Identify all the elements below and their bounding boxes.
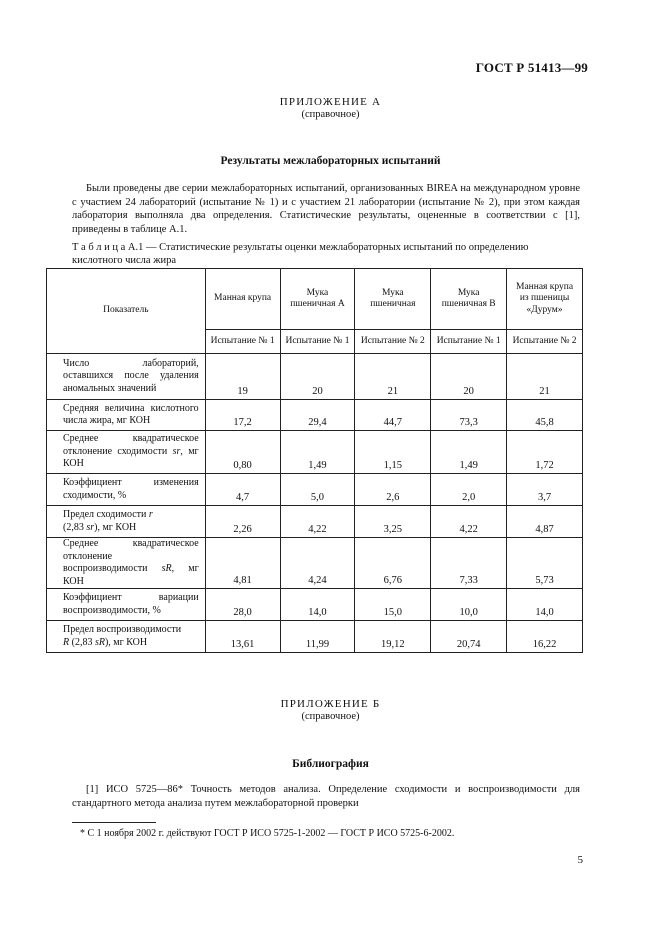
symbol-R: R xyxy=(63,636,70,648)
cell-value: 21 xyxy=(507,354,583,400)
cell-value: 3,25 xyxy=(355,506,431,538)
cell-value: 2,0 xyxy=(431,474,507,506)
cell-value: 4,87 xyxy=(507,506,583,538)
symbol-sr: sr xyxy=(172,445,181,457)
table-row xyxy=(47,589,583,621)
row-label: Число лабораторий, оставшихся после удаления аномальных значений xyxy=(47,354,206,400)
reference-number: [1] xyxy=(86,784,99,795)
cell-value: 20,74 xyxy=(431,621,507,653)
cell-value: 14,0 xyxy=(280,589,355,621)
row-label: Предел воспроизводимости R (2,83 sR), мг КОН xyxy=(47,621,206,653)
cell-value: 5,73 xyxy=(507,538,583,589)
cell-value: 5,0 xyxy=(280,474,355,506)
cell-value: 44,7 xyxy=(355,400,431,431)
cell-value: 4,81 xyxy=(205,538,280,589)
appendix-b-heading: Библиография xyxy=(292,758,369,770)
cell-value: 73,3 xyxy=(431,400,507,431)
cell-value: 21 xyxy=(355,354,431,400)
table-row xyxy=(47,354,583,400)
column-product: Манная крупа из пшеницы «Дурум» xyxy=(507,269,583,330)
symbol-sR: sR xyxy=(161,563,172,574)
cell-value: 14,0 xyxy=(507,589,583,621)
cell-value: 28,0 xyxy=(205,589,280,621)
results-table xyxy=(46,268,583,653)
cell-value: 17,2 xyxy=(205,400,280,431)
column-product: Мука пшеничная А xyxy=(280,269,355,330)
row-label: Средняя величина кислотного числа жира, мг КОН xyxy=(47,400,206,431)
reference-text: ИСО 5725—86* Точность методов анализа. Определение сходимости и воспроизводимости для стандартного метода анализа путем межлабораторной проверки xyxy=(72,784,581,809)
cell-value: 10,0 xyxy=(431,589,507,621)
footnote-divider xyxy=(72,822,156,823)
column-test: Испытание № 2 xyxy=(355,330,431,354)
table-caption: Т а б л и ц а А.1 — Статистические результаты оценки межлабораторных испытаний по определению кислотного числа жира xyxy=(72,242,529,266)
column-test: Испытание № 1 xyxy=(205,330,280,354)
appendix-a-heading: Результаты межлабораторных испытаний xyxy=(220,155,441,167)
column-product: Мука пшеничная xyxy=(355,269,431,330)
appendix-b-title: ПРИЛОЖЕНИЕ Б xyxy=(280,698,381,710)
appendix-a-title: ПРИЛОЖЕНИЕ А xyxy=(279,96,382,108)
cell-value: 20 xyxy=(431,354,507,400)
appendix-a-subtitle: (справочное) xyxy=(301,109,360,120)
bibliography-entry xyxy=(72,783,580,810)
table-row xyxy=(47,506,583,538)
symbol-sR: sR xyxy=(94,636,105,648)
column-product: Мука пшеничная В xyxy=(431,269,507,330)
cell-value: 1,49 xyxy=(280,431,355,474)
cell-value: 1,15 xyxy=(355,431,431,474)
appendix-b-subtitle: (справочное) xyxy=(301,711,360,722)
table-row xyxy=(47,431,583,474)
cell-value: 13,61 xyxy=(205,621,280,653)
row-label: Предел сходимости r (2,83 sr), мг КОН xyxy=(47,506,206,538)
row-label: Среднее квадратическое отклонение сходимости sr, мг КОН xyxy=(47,431,206,474)
cell-value: 11,99 xyxy=(280,621,355,653)
row-label: Среднее квадратическое отклонение воспроизводимости sR, мг КОН xyxy=(47,538,206,589)
footnote: * С 1 ноября 2002 г. действуют ГОСТ Р ИСО 5725-1-2002 — ГОСТ Р ИСО 5725-6-2002. xyxy=(80,828,455,839)
cell-value: 29,4 xyxy=(280,400,355,431)
cell-value: 1,49 xyxy=(431,431,507,474)
column-test: Испытание № 1 xyxy=(280,330,355,354)
cell-value: 0,80 xyxy=(205,431,280,474)
cell-value: 4,24 xyxy=(280,538,355,589)
cell-value: 2,26 xyxy=(205,506,280,538)
row-label: Коэффициент изменения сходимости, % xyxy=(47,474,206,506)
appendix-a-paragraph: Были проведены две серии межлабораторных испытаний, организованных BIREA на международном уровне с участием 24 лабораторий (испытание № 1) и с участием 21 лаборатории (испытание № 2), при этом каждая лаборатория выполняла два определения. Статистические результаты, оцененные в соответствии с [1], приведены в таблице А.1. xyxy=(72,183,580,235)
symbol-r: r xyxy=(148,509,153,520)
page-number: 5 xyxy=(577,854,583,866)
cell-value: 15,0 xyxy=(355,589,431,621)
cell-value: 20 xyxy=(280,354,355,400)
column-test: Испытание № 2 xyxy=(507,330,583,354)
cell-value: 4,22 xyxy=(431,506,507,538)
indicator-header: Показатель xyxy=(47,269,206,354)
table-row xyxy=(47,400,583,431)
cell-value: 16,22 xyxy=(507,621,583,653)
cell-value: 2,6 xyxy=(355,474,431,506)
row-label: Коэффициент вариации воспроизводимости, % xyxy=(47,589,206,621)
document-code: ГОСТ Р 51413—99 xyxy=(475,60,588,75)
cell-value: 45,8 xyxy=(507,400,583,431)
table-row xyxy=(47,621,583,653)
cell-value: 3,7 xyxy=(507,474,583,506)
column-test: Испытание № 1 xyxy=(431,330,507,354)
cell-value: 19 xyxy=(205,354,280,400)
cell-value: 6,76 xyxy=(355,538,431,589)
cell-value: 4,7 xyxy=(205,474,280,506)
table-row xyxy=(47,474,583,506)
column-product: Манная крупа xyxy=(205,269,280,330)
cell-value: 7,33 xyxy=(431,538,507,589)
cell-value: 1,72 xyxy=(507,431,583,474)
cell-value: 19,12 xyxy=(355,621,431,653)
table-row xyxy=(47,538,583,589)
symbol-sr: sr xyxy=(86,521,95,533)
cell-value: 4,22 xyxy=(280,506,355,538)
